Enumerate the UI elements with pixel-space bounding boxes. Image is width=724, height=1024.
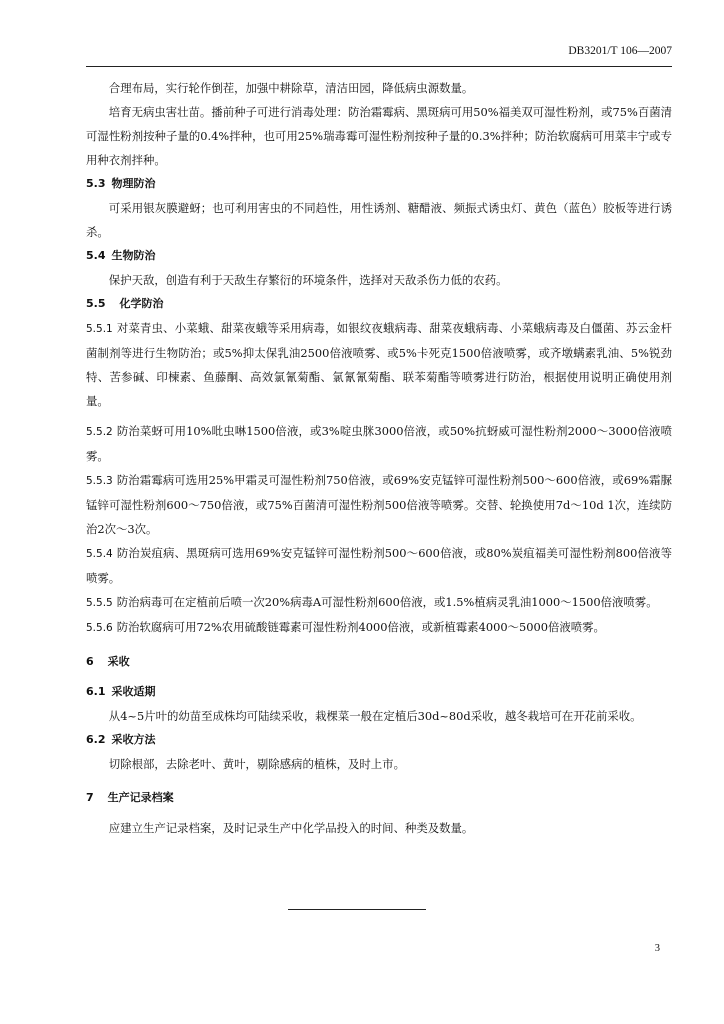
item-5-5-4 [86,541,672,590]
item-number: 5.5.1 [86,323,113,335]
section-6-heading [86,650,672,674]
section-number: 5.4 [86,249,106,262]
item-number: 5.5.6 [86,622,113,634]
section-5-5-heading [86,292,672,316]
section-7-heading [86,786,672,810]
end-of-document-rule [288,909,426,910]
item-text: 对菜青虫、小菜蛾、甜菜夜蛾等采用病毒，如银纹夜蛾病毒、甜菜夜蛾病毒、小菜蛾病毒及白僵菌、苏云金杆菌制剂等进行生物防治；或5%抑太保乳油2500倍液喷雾、或5%卡死克1500倍液喷雾，或齐墩螨素乳油、5%锐劲特、苦参碱、印楝素、鱼藤酮、高效氯氰菊酯、氯氰氰菊酯、联苯菊酯等喷雾进行防治，根据使用说明正确使用剂量。 [86,321,672,408]
section-number: 7 [86,791,94,804]
section-6-1-text: 从4~5片叶的幼苗至成株均可陆续采收，栽棵菜一般在定植后30d~80d采收，越冬栽培可在开花前采收。 [108,709,642,723]
section-6-1-heading [86,680,672,704]
section-title: 采收适期 [111,685,156,698]
item-text: 防治软腐病可用72%农用硫酸链霉素可湿性粉剂4000倍液，或新植霉素4000～5000倍液喷雾。 [116,620,605,634]
section-5-3-heading [86,172,672,196]
section-title: 生产记录档案 [107,791,174,804]
item-5-5-3 [86,468,672,541]
section-number: 5.5 [86,297,106,310]
item-number: 5.5.4 [86,548,113,560]
section-5-3-text: 可采用银灰膜避蚜；也可利用害虫的不同趋性，用性诱剂、糖醋液、频振式诱虫灯、黄色（蓝色）胶板等进行诱杀。 [86,201,672,239]
section-5-4-text: 保护天敌，创造有利于天敌生存繁衍的环境条件，选择对天敌杀伤力低的农药。 [108,273,508,287]
section-number: 6.2 [86,733,106,746]
item-number: 5.5.3 [86,475,113,487]
page-number: 3 [654,943,660,954]
paragraph-seedling-treatment: 培育无病虫害壮苗。播前种子可进行消毒处理：防治霜霉病、黑斑病可用50%福美双可湿性粉剂，或75%百菌清可湿性粉剂按种子量的0.4%拌种，也可用25%瑞毒霉可湿性粉剂按种子量的0.3%拌种；防治软腐病可用菜丰宁或专用种衣剂拌种。 [86,105,673,167]
section-title: 采收 [107,655,130,668]
section-6-2-text: 切除根部，去除老叶、黄叶，剔除感病的植株，及时上市。 [108,757,405,771]
section-title: 化学防治 [119,297,164,310]
item-5-5-5 [86,590,672,615]
document-body [86,76,672,840]
item-text: 防治病毒可在定植前后喷一次20%病毒A可湿性粉剂600倍液，或1.5%植病灵乳油1000～1500倍液喷雾。 [116,595,658,609]
item-5-5-2 [86,419,672,468]
section-number: 5.3 [86,177,106,190]
item-number: 5.5.5 [86,597,113,609]
section-5-4-heading [86,244,672,268]
standard-code: DB3201/T 106—2007 [568,45,672,57]
item-5-5-6 [86,615,672,640]
section-7-text: 应建立生产记录档案，及时记录生产中化学品投入的时间、种类及数量。 [108,821,474,835]
item-text: 防治炭疽病、黑斑病可选用69%安克锰锌可湿性粉剂500～600倍液，或80%炭疽福美可湿性粉剂800倍液等喷雾。 [86,546,672,585]
item-number: 5.5.2 [86,426,113,438]
section-title: 生物防治 [111,249,156,262]
item-text: 防治霜霉病可选用25%甲霜灵可湿性粉剂750倍液，或69%安克锰锌可湿性粉剂500～600倍液，或69%霜脲锰锌可湿性粉剂600～750倍液，或75%百菌清可湿性粉剂500倍液等喷雾。交替、轮换使用7d～10d 1次，连续防治2次～3次。 [86,473,672,536]
section-6-2-heading [86,728,672,752]
header-rule [86,66,672,67]
section-title: 采收方法 [111,733,156,746]
section-title: 物理防治 [111,177,156,190]
item-5-5-1 [86,316,672,413]
paragraph-field-hygiene: 合理布局，实行轮作倒茬，加强中耕除草，清洁田园，降低病虫源数量。 [108,81,474,95]
item-text: 防治菜蚜可用10%吡虫啉1500倍液，或3%啶虫脒3000倍液，或50%抗蚜威可湿性粉剂2000～3000倍液喷雾。 [86,424,672,463]
section-number: 6.1 [86,685,106,698]
section-number: 6 [86,655,94,668]
